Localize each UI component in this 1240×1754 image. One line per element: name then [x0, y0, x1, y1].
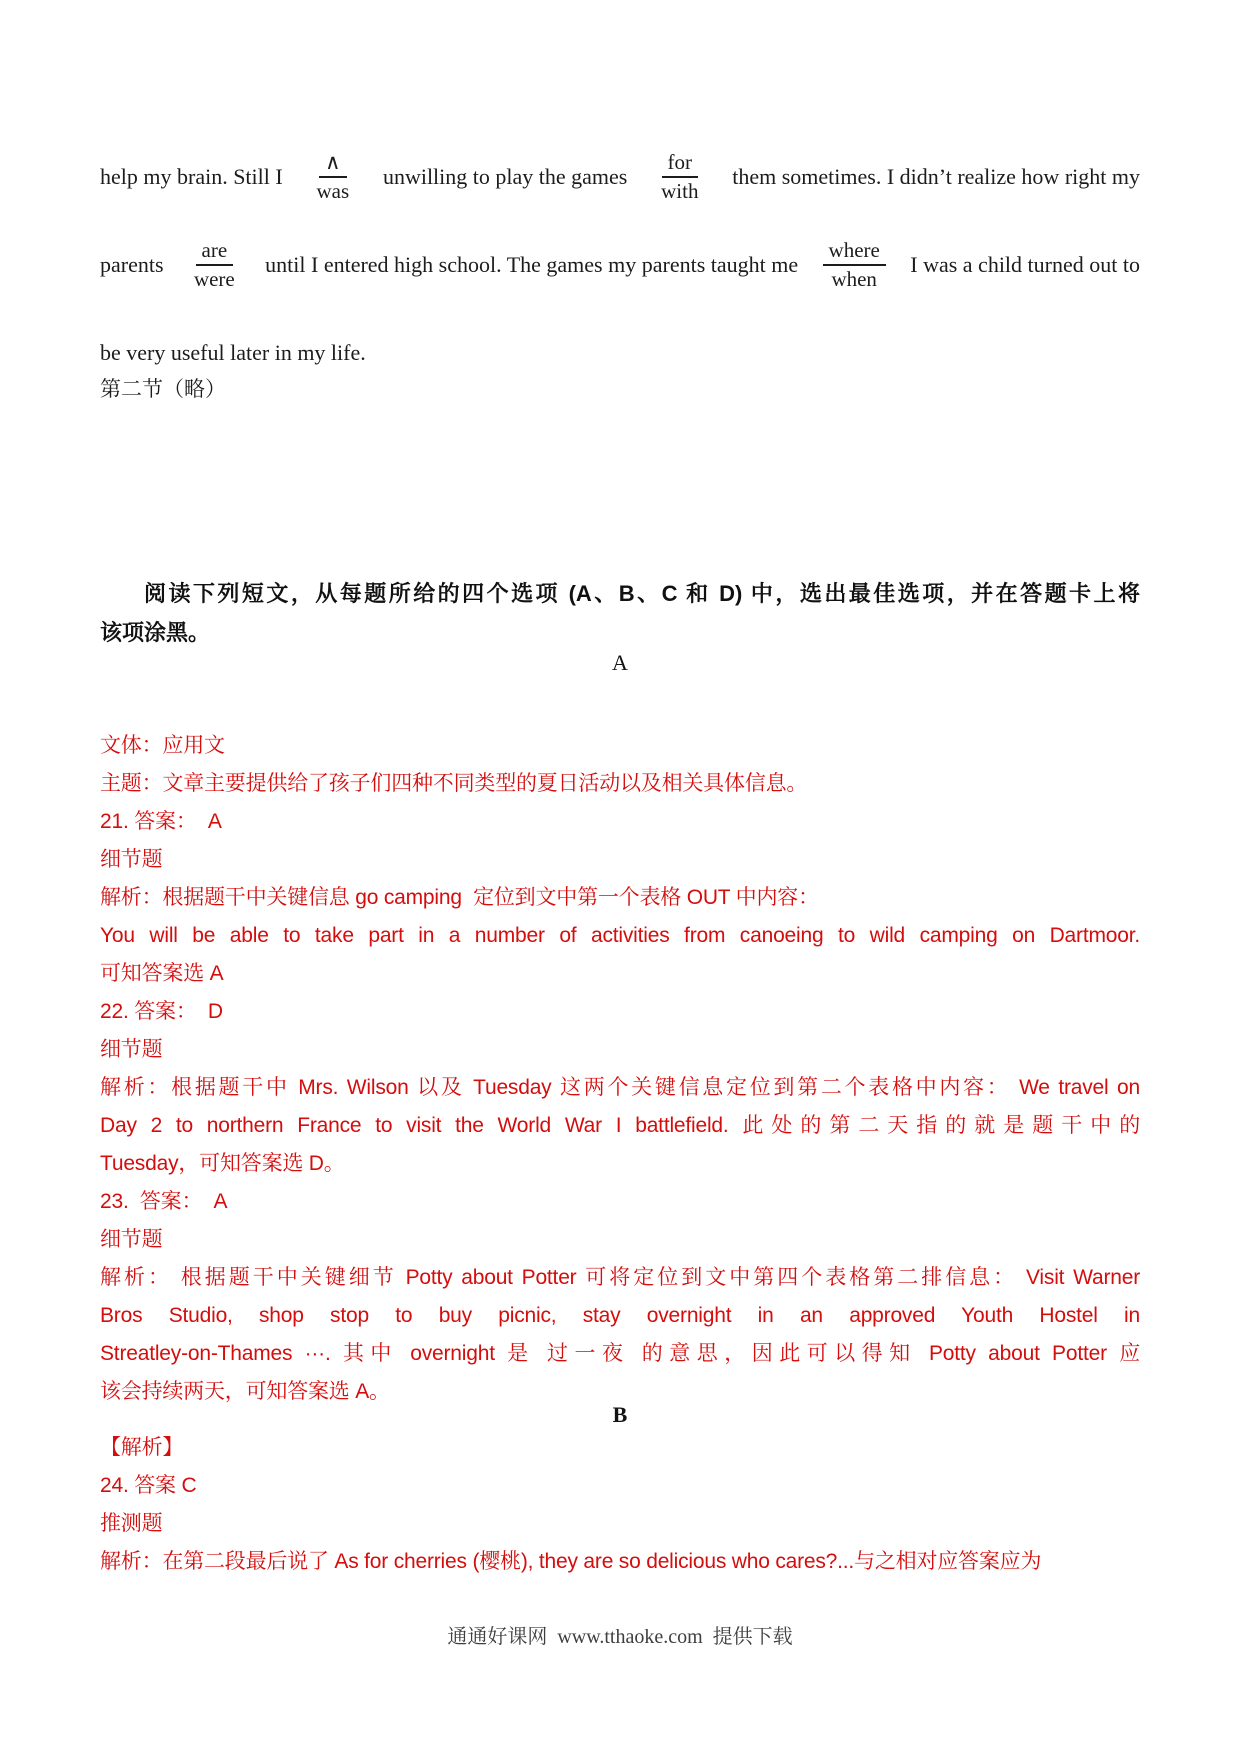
analysis-line: 细节题: [100, 1228, 163, 1251]
correction-wrong-word: for: [662, 150, 699, 178]
analysis-section-b: [100, 1429, 1140, 1581]
reading-instruction: [100, 574, 1140, 652]
correction-fraction: [310, 150, 355, 204]
analysis-line: Bros Studio, shop stop to buy picnic, stay overnight in an approved Youth Hostel in: [100, 1304, 1140, 1327]
correction-wrong-word: are: [196, 238, 234, 266]
passage-text: until I entered high school. The games my parents taught me: [265, 252, 799, 277]
analysis-line: 解析：根据题干中 Mrs. Wilson 以及 Tuesday 这两个关键信息定位到第二个表格中内容： We travel on: [100, 1076, 1140, 1099]
analysis-section-a: [100, 727, 1140, 1411]
analysis-line: 23. 答案： A: [100, 1190, 228, 1213]
analysis-line: 【解析】: [100, 1436, 184, 1459]
correction-insert-mark: ∧: [319, 150, 346, 178]
correction-word: when: [831, 267, 877, 291]
passage-text: parents: [100, 252, 164, 277]
correction-wrong-word: where: [823, 238, 886, 266]
passage-text: help my brain. Still I: [100, 164, 283, 189]
analysis-line: Tuesday，可知答案选 D。: [100, 1152, 345, 1175]
passage-text: I was a child turned out to: [910, 252, 1140, 277]
analysis-line: 24. 答案 C: [100, 1474, 197, 1497]
analysis-line: 解析： 根据题干中关键细节 Potty about Potter 可将定位到文中第四个表格第二排信息： Visit Warner: [100, 1266, 1140, 1289]
instruction-line: 阅读下列短文，从每题所给的四个选项 (A、B、C 和 D) 中，选出最佳选项，并在答题卡上将: [144, 581, 1140, 606]
correction-fraction: [823, 238, 886, 292]
analysis-line: 该会持续两天，可知答案选 A。: [100, 1380, 390, 1403]
passage-line-2: [100, 238, 1140, 292]
analysis-line: Streatley-on-Thames ···. 其中 overnight 是 过一夜 的意思，因此可以得知 Potty about Potter 应: [100, 1342, 1140, 1365]
correction-word: were: [193, 267, 235, 291]
analysis-line: 21. 答案： A: [100, 810, 222, 833]
passage-line-1: [100, 150, 1140, 204]
analysis-line: 细节题: [100, 1038, 163, 1061]
page-footer: 通通好课网 www.tthaoke.com 提供下载: [447, 1626, 793, 1648]
analysis-line: Day 2 to northern France to visit the World War I battlefield. 此处的第二天指的就是题干中的: [100, 1114, 1140, 1137]
analysis-line: 细节题: [100, 848, 163, 871]
section-note: 第二节（略）: [100, 377, 226, 401]
analysis-line: 解析：根据题干中关键信息 go camping 定位到文中第一个表格 OUT 中内容：: [100, 886, 819, 909]
correction-word: was: [316, 179, 350, 203]
correction-word: with: [661, 179, 699, 203]
passage-text: unwilling to play the games: [382, 164, 628, 189]
passage-line-3: be very useful later in my life.: [100, 340, 366, 365]
section-b-label: B: [612, 1402, 628, 1427]
correction-fraction: [188, 238, 241, 292]
passage-text: them sometimes. I didn’t realize how right my: [732, 164, 1140, 189]
analysis-line: 22. 答案： D: [100, 1000, 223, 1023]
analysis-line: 可知答案选 A: [100, 962, 224, 985]
analysis-line: 解析：在第二段最后说了 As for cherries (樱桃), they are so delicious who cares?...与之相对应答案应为: [100, 1550, 1042, 1573]
analysis-line: 文体：应用文: [100, 734, 225, 757]
correction-fraction: [655, 150, 704, 204]
analysis-line: You will be able to take part in a number of activities from canoeing to wild camping on Dartmoor.: [100, 924, 1140, 947]
instruction-line: 该项涂黑。: [100, 620, 211, 645]
section-a-label: A: [612, 650, 628, 675]
analysis-line: 推测题: [100, 1512, 163, 1535]
analysis-line: 主题：文章主要提供给了孩子们四种不同类型的夏日活动以及相关具体信息。: [100, 772, 808, 795]
